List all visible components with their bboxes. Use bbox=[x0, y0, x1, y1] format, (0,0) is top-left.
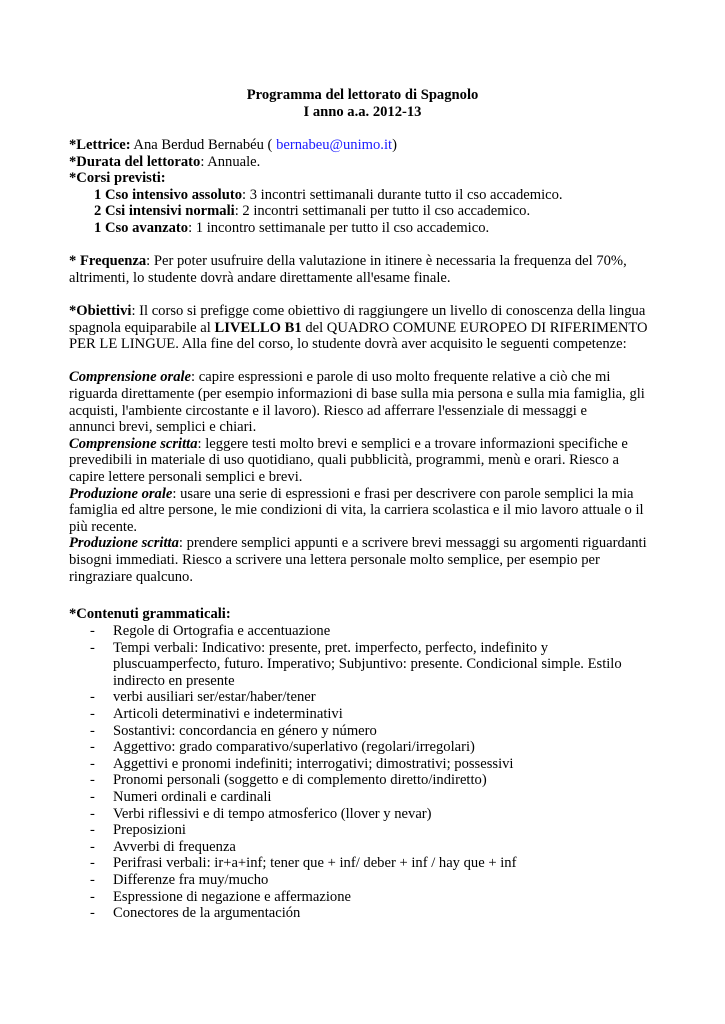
produzione-orale-line-1 bbox=[69, 486, 634, 503]
contenuti-list bbox=[90, 623, 622, 922]
list-item bbox=[90, 723, 622, 740]
list-item-text: Aggettivo: grado comparativo/superlativo (regolari/irregolari) bbox=[113, 739, 475, 756]
list-dash: - bbox=[90, 805, 95, 822]
produzione-scritta-line-1 bbox=[69, 535, 647, 552]
corso-text: : 2 incontri settimanali per tutto il cso accademico. bbox=[234, 203, 531, 220]
comprensione-orale-line-4: annunci brevi, semplici e chiari. bbox=[69, 419, 257, 436]
list-dash: - bbox=[90, 705, 95, 722]
list-item-text: verbi ausiliari ser/estar/haber/tener bbox=[113, 689, 316, 706]
list-item bbox=[90, 789, 622, 806]
produzione-orale-line-3: più recente. bbox=[69, 518, 138, 535]
list-item-text: Perifrasi verbali: ir+a+inf; tener que + inf/ deber + inf / hay que + inf bbox=[113, 855, 517, 872]
corso-label: 1 Cso intensivo assoluto bbox=[94, 186, 242, 203]
list-item bbox=[90, 806, 622, 823]
obiettivi-line-2 bbox=[69, 320, 648, 337]
list-item-text: Verbi riflessivi e di tempo atmosferico (llover y nevar) bbox=[113, 805, 432, 822]
list-dash: - bbox=[90, 772, 95, 789]
produzione-scritta-text: : prendere semplici appunti e a scrivere brevi messaggi su argomenti riguardanti bbox=[178, 535, 647, 552]
list-dash: - bbox=[90, 788, 95, 805]
comprensione-scritta-line-3: capire lettere personali semplici e brevi. bbox=[69, 469, 303, 485]
academic-year: I anno a.a. 2012-13 bbox=[303, 103, 422, 120]
corso-label: 1 Cso avanzato bbox=[94, 220, 189, 236]
frequenza-line-2: altrimenti, lo studente dovrà andare direttamente allꞌesame finale. bbox=[69, 269, 451, 286]
list-dash: - bbox=[90, 755, 95, 772]
contenuti-heading: *Contenuti grammaticali: bbox=[69, 606, 231, 622]
list-item-text: Regole di Ortografia e accentuazione bbox=[113, 623, 331, 639]
produzione-orale-text: : usare una serie di espressioni e frasi per descrivere con parole semplici la mia bbox=[172, 485, 634, 502]
corso-item bbox=[94, 220, 489, 237]
list-dash: - bbox=[90, 822, 95, 839]
corso-text: : 3 incontri settimanali durante tutto il cso accademico. bbox=[242, 186, 563, 203]
obiettivi-text: spagnola equiparabile al bbox=[69, 319, 215, 336]
list-dash: - bbox=[90, 689, 95, 706]
list-item-text: Sostantivi: concordancia en género y número bbox=[113, 722, 377, 739]
produzione-scritta-line-3: ringraziare qualcuno. bbox=[69, 568, 193, 585]
list-item-text: Avverbi di frequenza bbox=[113, 838, 236, 855]
produzione-orale-label: Produzione orale bbox=[69, 485, 173, 502]
comprensione-orale-line-1 bbox=[69, 369, 610, 386]
comprensione-orale-label: Comprensione orale bbox=[69, 369, 192, 386]
obiettivi-text: del QUADRO COMUNE EUROPEO DI RIFERIMENTO bbox=[301, 319, 648, 336]
list-item bbox=[90, 689, 622, 706]
list-item-text: Conectores de la argumentación bbox=[113, 905, 301, 922]
lettrice-name: Ana Berdud Bernabéu ( bbox=[130, 137, 277, 153]
corsi-label: *Corsi previsti: bbox=[69, 170, 166, 187]
comprensione-orale-text: : capire espressioni e parole di uso molto frequente relative a ciò che mi bbox=[191, 369, 611, 386]
lettrice-label: *Lettrice: bbox=[69, 137, 131, 153]
produzione-scritta-label: Produzione scritta bbox=[69, 535, 179, 552]
obiettivi-line-3: PER LE LINGUE. Alla fine del corso, lo studente dovrà aver acquisito le seguenti competenze: bbox=[69, 336, 627, 353]
corso-item bbox=[94, 203, 530, 220]
comprensione-scritta-line-2: prevedibili in materiale di uso quotidiano, quali pubblicità, programmi, menù e orari. Riesco a bbox=[69, 452, 619, 469]
comprensione-orale-line-3: acquisti, lꞌambiente circostante e il lavoro). Riesco ad afferrare lꞌessenziale di messaggi e bbox=[69, 402, 587, 419]
list-dash: - bbox=[90, 623, 95, 639]
list-dash: - bbox=[90, 739, 95, 756]
livello-b1: LIVELLO B1 bbox=[214, 319, 302, 336]
list-item bbox=[90, 772, 622, 789]
list-item bbox=[90, 739, 622, 756]
list-item bbox=[90, 640, 622, 690]
list-item bbox=[90, 623, 622, 640]
corso-label: 2 Csi intensivi normali bbox=[94, 203, 235, 220]
list-item-text: Differenze fra muy/mucho bbox=[113, 871, 269, 888]
durata-label: *Durata del lettorato bbox=[69, 153, 201, 170]
list-dash: - bbox=[90, 871, 95, 888]
document-title: Programma del lettorato di Spagnolo bbox=[246, 87, 479, 103]
corso-item bbox=[94, 187, 563, 204]
list-item bbox=[90, 839, 622, 856]
list-item-text: Preposizioni bbox=[113, 822, 186, 839]
list-item-text: Pronomi personali (soggetto e di complemento diretto/indiretto) bbox=[113, 772, 487, 789]
produzione-orale-line-2: famiglia ed altre persone, le mie condizioni di vita, la carriera scolastica e il mio lavoro attuale o il bbox=[69, 502, 644, 519]
comprensione-scritta-text: : leggere testi molto brevi e semplici e a trovare informazioni specifiche e bbox=[197, 435, 628, 452]
list-item-text: Articoli determinativi e indeterminativi bbox=[113, 705, 343, 722]
list-item-text: Aggettivi e pronomi indefiniti; interrogativi; dimostrativi; possessivi bbox=[113, 755, 514, 772]
list-item bbox=[90, 855, 622, 872]
obiettivi-label: *Obiettivi bbox=[69, 303, 132, 319]
list-item bbox=[90, 905, 622, 922]
list-item bbox=[90, 822, 622, 839]
produzione-scritta-line-2: bisogni immediati. Riesco a scrivere una lettera personale molto semplice, per esempio per bbox=[69, 552, 600, 568]
list-item bbox=[90, 706, 622, 723]
list-item-text: Numeri ordinali e cardinali bbox=[113, 788, 272, 805]
durata-line bbox=[69, 154, 260, 171]
list-dash: - bbox=[90, 888, 95, 905]
lettrice-line bbox=[69, 137, 397, 154]
list-dash: - bbox=[90, 905, 95, 922]
durata-value: : Annuale. bbox=[200, 153, 261, 170]
list-item bbox=[90, 889, 622, 906]
comprensione-orale-line-2: riguarda direttamente (per esempio informazioni di base sulla mia persona e sulla mia famiglia, gli bbox=[69, 386, 645, 402]
list-item bbox=[90, 872, 622, 889]
list-item bbox=[90, 756, 622, 773]
lettrice-email-link[interactable]: bernabeu@unimo.it bbox=[276, 137, 393, 153]
list-dash: - bbox=[90, 722, 95, 739]
frequenza-line-1 bbox=[69, 253, 627, 270]
comprensione-scritta-line-1 bbox=[69, 436, 628, 453]
comprensione-scritta-label: Comprensione scritta bbox=[69, 435, 198, 452]
obiettivi-text: : Il corso si prefigge come obiettivo di raggiungere un livello di conoscenza della lingua bbox=[131, 303, 646, 319]
obiettivi-line-1 bbox=[69, 303, 645, 320]
list-item-text: Tempi verbali: Indicativo: presente, pret. imperfecto, perfecto, indefinito y pluscuamperfecto, futuro. Imperativo; Subjuntivo: presente. Condicional simple. Estilo indirecto en presente bbox=[113, 639, 622, 689]
list-item-text: Espressione di negazione e affermazione bbox=[113, 888, 351, 905]
lettrice-close: ) bbox=[392, 137, 397, 153]
frequenza-label: * Frequenza bbox=[69, 253, 147, 270]
corso-text: : 1 incontro settimanale per tutto il cso accademico. bbox=[188, 220, 490, 236]
list-dash: - bbox=[90, 639, 95, 656]
list-dash: - bbox=[90, 855, 95, 872]
frequenza-text: : Per poter usufruire della valutazione in itinere è necessaria la frequenza del 70%, bbox=[146, 253, 627, 270]
list-dash: - bbox=[90, 838, 95, 855]
